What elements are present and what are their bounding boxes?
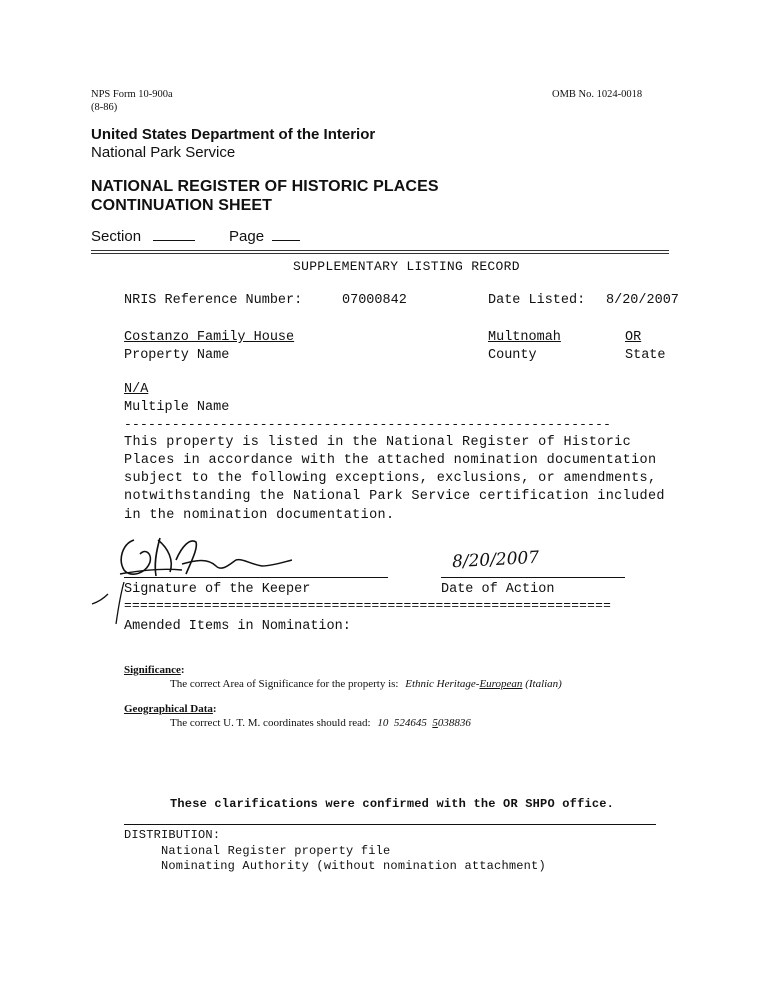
nris-label: NRIS Reference Number: <box>124 293 303 308</box>
geo-heading: Geographical Data: <box>124 703 217 715</box>
county-label: County <box>488 348 537 363</box>
distribution-rule <box>124 824 656 825</box>
state-label: State <box>625 348 666 363</box>
significance-value-underlined: European <box>479 678 523 690</box>
significance-heading: Significance: <box>124 664 185 676</box>
multiple-name-label: Multiple Name <box>124 400 230 415</box>
agency-name: National Park Service <box>91 144 236 161</box>
significance-text: The correct Area of Significance for the property is: <box>170 678 399 690</box>
state-value: OR <box>625 330 642 345</box>
section-label: Section <box>91 228 142 245</box>
geo-value-prefix: 10 524645 <box>377 717 433 729</box>
nris-value: 07000842 <box>342 293 407 308</box>
date-of-action-label: Date of Action <box>441 582 555 597</box>
page-blank <box>272 239 300 241</box>
multiple-name-value: N/A <box>124 382 149 397</box>
significance-line <box>170 678 562 691</box>
geo-line <box>170 717 471 730</box>
geo-heading-text: Geographical Data <box>124 703 213 715</box>
signature-label: Signature of the Keeper <box>124 582 311 597</box>
amended-heading: Amended Items in Nomination: <box>124 619 351 634</box>
geo-value <box>377 717 471 729</box>
department-name: United States Department of the Interior <box>91 126 376 143</box>
header-double-rule <box>91 250 669 254</box>
distribution-heading: DISTRIBUTION: <box>124 828 221 842</box>
page-label: Page <box>229 228 265 245</box>
date-of-action-handwritten: 8/20/2007 <box>451 547 540 573</box>
statement-line-4: notwithstanding the National Park Service certification included <box>124 489 665 504</box>
property-name-value: Costanzo Family House <box>124 330 295 345</box>
significance-value-suffix: (Italian) <box>522 678 562 690</box>
statement-line-5: in the nomination documentation. <box>124 508 395 523</box>
clarification-note: These clarifications were confirmed with the OR SHPO office. <box>170 797 615 811</box>
significance-heading-text: Significance <box>124 664 181 676</box>
section-blank <box>153 239 195 241</box>
section-field <box>91 228 195 245</box>
date-listed-value: 8/20/2007 <box>606 293 679 308</box>
distribution-item-1: National Register property file <box>161 844 391 858</box>
property-name-label: Property Name <box>124 348 230 363</box>
signature-line <box>124 577 388 578</box>
geo-value-suffix: 038836 <box>437 717 471 729</box>
form-revision: (8-86) <box>91 102 118 113</box>
date-listed-label: Date Listed: <box>488 293 586 308</box>
significance-value-prefix: Ethnic Heritage- <box>405 678 480 690</box>
geo-text: The correct U. T. M. coordinates should read: <box>170 717 371 729</box>
document-subtitle: CONTINUATION SHEET <box>91 197 273 214</box>
equals-rule: ============================================================= <box>124 598 612 613</box>
dash-rule: ------------------------------------------------------------- <box>124 417 612 432</box>
statement-line-3: subject to the following exceptions, exclusions, or amendments, <box>124 471 657 486</box>
statement-line-2: Places in accordance with the attached nomination documentation <box>124 453 657 468</box>
statement-line-1: This property is listed in the National Register of Historic <box>124 435 632 450</box>
record-heading: SUPPLEMENTARY LISTING RECORD <box>293 259 520 274</box>
distribution-item-2: Nominating Authority (without nomination attachment) <box>161 859 546 873</box>
document-title: NATIONAL REGISTER OF HISTORIC PLACES <box>91 178 439 195</box>
geo-value-underlined: 5 <box>432 717 438 729</box>
date-of-action-line <box>441 577 625 578</box>
omb-number: OMB No. 1024-0018 <box>552 89 643 100</box>
form-number: NPS Form 10-900a <box>91 89 173 100</box>
page-field <box>229 228 300 245</box>
significance-value <box>405 678 562 690</box>
county-value: Multnomah <box>488 330 561 345</box>
